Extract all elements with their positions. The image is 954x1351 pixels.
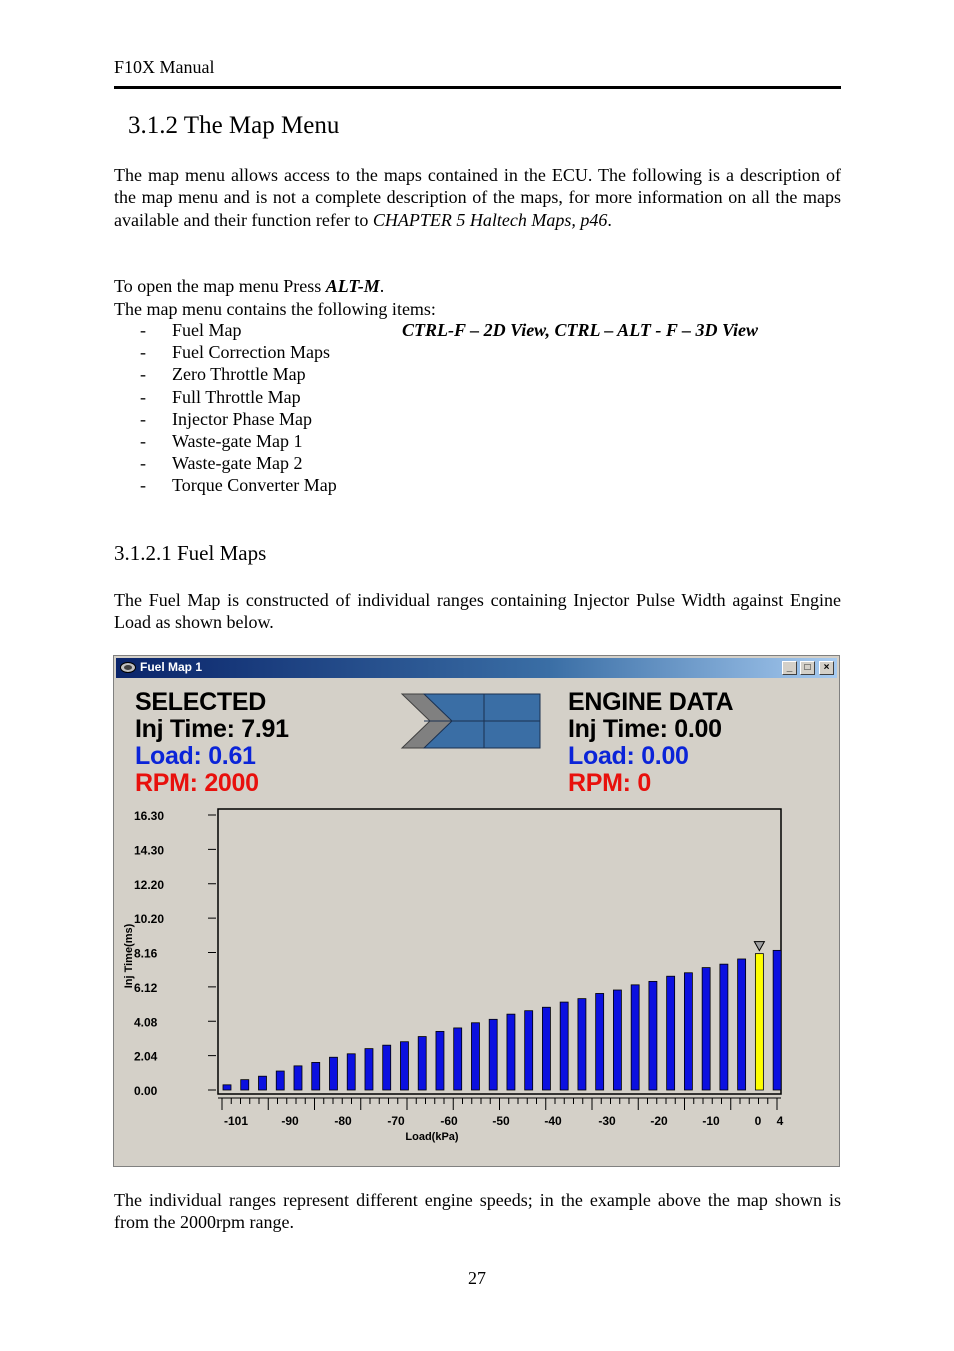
list-dash: - — [140, 364, 146, 385]
running-header: F10X Manual — [114, 57, 215, 77]
bar[interactable] — [312, 1062, 320, 1090]
bar[interactable] — [507, 1014, 515, 1090]
bar[interactable] — [365, 1049, 373, 1090]
x-tick-label: -20 — [650, 1114, 668, 1128]
bar[interactable] — [720, 964, 728, 1090]
window-title: Fuel Map 1 — [140, 660, 203, 674]
bar[interactable] — [684, 973, 692, 1090]
fuel-map-shortcuts: CTRL-F – 2D View, CTRL – ALT - F – 3D View — [402, 320, 759, 340]
bar[interactable] — [329, 1057, 337, 1090]
y-tick-label: 4.08 — [134, 1015, 158, 1030]
subsection-heading: 3.1.2.1 Fuel Maps — [114, 541, 267, 565]
bar[interactable] — [347, 1054, 355, 1090]
ranges-paragraph: The individual ranges represent different engine speeds; in the example above the map shown is from the 2000rpm range. — [114, 1190, 841, 1233]
y-tick-label: 6.12 — [134, 980, 158, 995]
bar[interactable] — [738, 959, 746, 1090]
engine-data-heading: ENGINE DATA — [568, 688, 734, 716]
x-tick-label: 4 — [776, 1114, 784, 1128]
bar[interactable] — [596, 993, 604, 1090]
selected-inj-time: Inj Time: 7.91 — [135, 715, 289, 743]
list-item-label: Waste-gate Map 1 — [172, 430, 303, 451]
chapter-reference: CHAPTER 5 Haltech Maps, p46 — [372, 209, 608, 230]
y-axis-label: Inj Time(ms) — [123, 923, 135, 989]
x-tick-label: -80 — [334, 1114, 352, 1128]
bar[interactable] — [667, 976, 675, 1090]
bar[interactable] — [613, 990, 621, 1090]
bar[interactable] — [383, 1045, 391, 1090]
bar[interactable] — [489, 1019, 497, 1090]
bar[interactable] — [631, 985, 639, 1090]
x-tick-label: -30 — [598, 1114, 616, 1128]
x-axis-label: Load(kPa) — [405, 1131, 459, 1143]
bar[interactable] — [578, 999, 586, 1090]
y-tick-label: 2.04 — [134, 1049, 158, 1064]
x-tick-label: -70 — [387, 1114, 405, 1128]
bar[interactable] — [649, 981, 657, 1090]
header-rule — [114, 86, 841, 89]
bar[interactable] — [418, 1037, 426, 1090]
plot-area[interactable] — [218, 809, 781, 1094]
list-dash: - — [140, 408, 146, 429]
list-item-label: Waste-gate Map 2 — [172, 453, 303, 474]
list-dash: - — [140, 453, 146, 474]
y-tick-label: 16.30 — [134, 809, 165, 823]
list-dash: - — [140, 386, 146, 407]
bar[interactable] — [773, 950, 781, 1090]
list-item-label: Full Throttle Map — [172, 386, 301, 407]
y-tick-label: 14.30 — [134, 843, 165, 858]
list-item-label: Fuel Correction Maps — [172, 342, 330, 363]
list-item-label: Injector Phase Map — [172, 408, 312, 429]
bar[interactable] — [276, 1071, 284, 1090]
fuel-map-chart[interactable] — [114, 656, 839, 1166]
list-dash: - — [140, 342, 146, 363]
list-item-label: Torque Converter Map — [172, 475, 337, 496]
contains-text: The map menu contains the following items: — [114, 299, 436, 319]
x-tick-label: -101 — [223, 1114, 249, 1128]
bar[interactable] — [258, 1076, 266, 1090]
maximize-button[interactable]: □ — [800, 661, 815, 675]
bar[interactable] — [223, 1085, 231, 1090]
list-dash: - — [140, 430, 146, 451]
selected-load: Load: 0.61 — [135, 742, 256, 770]
engine-inj-time: Inj Time: 0.00 — [568, 715, 722, 743]
page-number: 27 — [468, 1268, 486, 1288]
open-instruction: To open the map menu Press ALT-M. — [114, 276, 385, 296]
x-tick-label: -60 — [440, 1114, 458, 1128]
x-tick-label: -50 — [492, 1114, 510, 1128]
x-tick-label: -10 — [702, 1114, 720, 1128]
selected-rpm: RPM: 2000 — [135, 769, 259, 797]
list-dash: - — [140, 475, 146, 496]
bar[interactable] — [560, 1002, 568, 1090]
intro-text: The map menu allows access to the maps contained in the ECU. The following is a description of the map menu and is not a complete description of the maps, for more information on all the maps available and their function refer to — [114, 165, 841, 230]
bar[interactable] — [294, 1066, 302, 1090]
list-item-label: Zero Throttle Map — [172, 364, 306, 385]
alt-m-shortcut: ALT-M — [325, 276, 380, 296]
x-tick-label: -90 — [281, 1114, 299, 1128]
x-tick-label: 0 — [754, 1114, 762, 1128]
close-button[interactable]: × — [819, 661, 834, 675]
y-tick-label: 0.00 — [134, 1084, 158, 1098]
fuel-map-window — [113, 655, 840, 1167]
x-tick-label: -40 — [544, 1114, 562, 1128]
bar[interactable] — [241, 1080, 249, 1090]
selected-bar[interactable] — [755, 954, 763, 1090]
bar[interactable] — [702, 968, 710, 1090]
bar[interactable] — [436, 1031, 444, 1090]
y-tick-label: 10.20 — [134, 912, 165, 927]
bar[interactable] — [471, 1023, 479, 1090]
bar[interactable] — [400, 1042, 408, 1090]
engine-rpm: RPM: 0 — [568, 769, 651, 797]
intro-paragraph: The map menu allows access to the maps contained in the ECU. The following is a description of the map menu and is not a complete description of the maps, for more information on all the maps available and their function refer to CHAPTER 5 Haltech Maps, p46. — [114, 165, 841, 230]
minimize-button[interactable]: _ — [782, 661, 797, 675]
bar[interactable] — [525, 1011, 533, 1090]
selected-heading: SELECTED — [135, 688, 266, 716]
list-dash: - — [140, 320, 146, 340]
list-item-label: Fuel Map — [172, 320, 242, 340]
y-tick-label: 8.16 — [134, 946, 158, 961]
bar[interactable] — [454, 1028, 462, 1090]
bar[interactable] — [542, 1007, 550, 1090]
section-heading: 3.1.2 The Map Menu — [128, 112, 340, 139]
fuel-map-paragraph: The Fuel Map is constructed of individual ranges containing Injector Pulse Width against Engine Load as shown below. — [114, 590, 841, 633]
engine-load: Load: 0.00 — [568, 742, 689, 770]
y-tick-label: 12.20 — [134, 877, 165, 892]
